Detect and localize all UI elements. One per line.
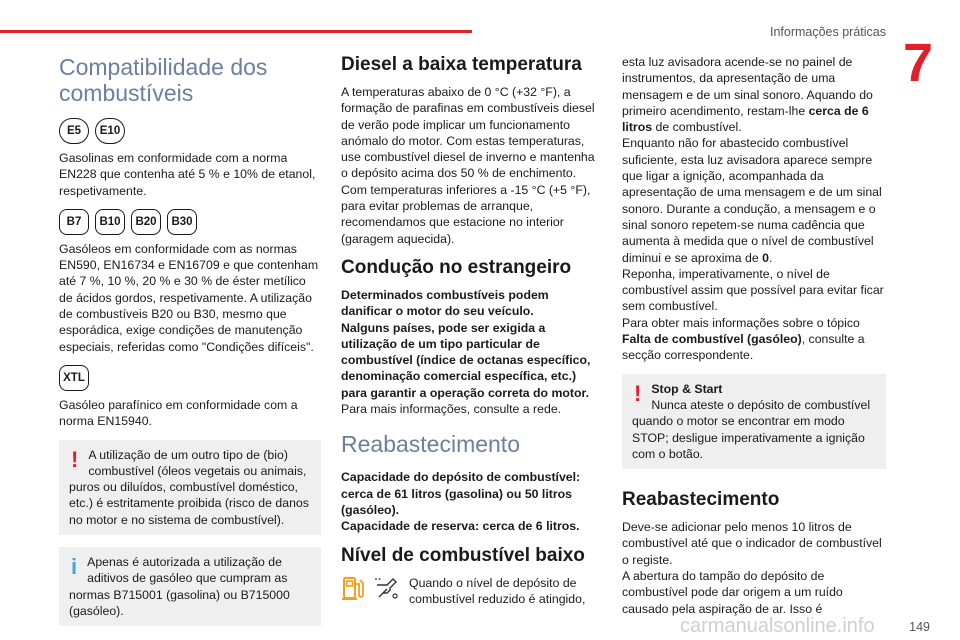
more-info-c: , consulte a secção correspondente. bbox=[622, 332, 865, 363]
heading-refuelling: Reabastecimento bbox=[622, 489, 780, 511]
info-icon: i bbox=[71, 554, 78, 580]
xtl-fuel-badge: XTL bbox=[59, 365, 89, 391]
petrol-badges bbox=[59, 118, 321, 144]
b7-fuel-badge: B7 bbox=[59, 209, 89, 235]
refuel-cadence-c: . bbox=[768, 250, 773, 265]
diesel-badges bbox=[59, 209, 321, 235]
column-1 bbox=[59, 54, 321, 638]
refuelling-text-2: A abertura do tampão do depósito de combustível pode dar origem a um ruído causado pela aspiração de ar. Isso é bbox=[622, 569, 843, 616]
xtl-text: Gasóleo parafínico em conformidade com a norma EN15940. bbox=[59, 397, 298, 429]
heading-low-fuel: Nível de combustível baixo bbox=[341, 544, 585, 566]
petrol-text: Gasolinas em conformidade com a norma EN228 que contenha até 5 % e 10% de etanol, respetivamente. bbox=[59, 151, 316, 198]
refuel-cadence-b: 0 bbox=[762, 250, 769, 265]
diesel-low-temp-text-1 bbox=[341, 84, 603, 182]
warning-light-text-c: de combustível. bbox=[652, 120, 742, 135]
header-accent-bar bbox=[0, 30, 472, 33]
heading-driving-abroad: Condução no estrangeiro bbox=[341, 256, 572, 278]
column-2 bbox=[341, 54, 603, 607]
warning-light-text-b: cerca de 6 litros bbox=[622, 103, 869, 135]
driving-abroad-text bbox=[341, 287, 603, 417]
section-header: Informações práticas bbox=[769, 25, 886, 39]
stop-start-warning-box bbox=[622, 374, 886, 469]
refuelling-text bbox=[622, 519, 886, 617]
page-number: 149 bbox=[909, 620, 930, 634]
diesel-low-temp-text-2: Com temperaturas inferiores a -15 °C (+5 °F), para evitar problemas de arranque, recomendamos que estacione no interior (garagem aquecida). bbox=[341, 182, 591, 246]
warning-box bbox=[59, 440, 321, 535]
low-fuel-row bbox=[341, 575, 603, 608]
more-info-b: Falta de combustível (gasóleo) bbox=[622, 332, 802, 347]
fuel-nozzle-icon bbox=[373, 575, 401, 603]
warning-exclamation-icon: ! bbox=[634, 380, 642, 406]
column-3 bbox=[622, 54, 886, 627]
info-box bbox=[59, 547, 321, 626]
low-fuel-icons bbox=[341, 575, 401, 608]
chapter-number: 7 bbox=[903, 33, 934, 93]
driving-abroad-bold-2: Nalguns países, pode ser exigida a utilização de um tipo particular de combustível (índice de octanas específico, denominação comercial específica, etc.) para garantir a operação correta do motor. bbox=[341, 320, 591, 400]
b30-fuel-badge: B30 bbox=[167, 209, 197, 235]
warning-light-text-a: esta luz avisadora acende-se no painel de instrumentos, da apresentação de uma mensagem e de um sinal sonoro. Aquando do primeiro acendimento, restam-lhe bbox=[622, 55, 873, 118]
diesel-low-temp-text-1-content: A temperaturas abaixo de 0 °C (+32 °F), a formação de parafinas em combustíveis diesel de verão pode implicar um funcionamento anómalo do motor. Com estas temperaturas, use combustível diesel de inverno e mantenha o depósito acima dos 50 % de enchimento. bbox=[341, 85, 595, 181]
heading-fuel-compat: Compatibilidade dos combustíveis bbox=[59, 54, 268, 106]
reset-level-text: Reponha, imperativamente, o nível de combustível assim que possível para evitar ficar sem combustível. bbox=[622, 266, 884, 314]
reserve-capacity: Capacidade de reserva: cerca de 6 litros. bbox=[341, 519, 580, 534]
b10-fuel-badge: B10 bbox=[95, 209, 125, 235]
warning-exclamation-icon: ! bbox=[71, 446, 79, 472]
stop-start-text: Nunca ateste o depósito de combustível quando o motor se encontrar em modo STOP; desligue imperativamente a ignição com o botão. bbox=[632, 397, 871, 461]
refuelling-text-1: Deve-se adicionar pelo menos 10 litros de combustível até que o indicador de combustível o registe. bbox=[622, 520, 882, 567]
more-info-a: Para obter mais informações sobre o tópico bbox=[622, 315, 860, 330]
tank-capacity: Capacidade do depósito de combustível: cerca de 61 litros (gasolina) ou 50 litros (gasóleo). bbox=[341, 470, 581, 517]
b20-fuel-badge: B20 bbox=[131, 209, 161, 235]
warning-light-text bbox=[622, 54, 886, 364]
heading-diesel-low-temp: Diesel a baixa temperatura bbox=[341, 54, 582, 75]
e5-fuel-badge: E5 bbox=[59, 118, 89, 144]
e10-fuel-badge: E10 bbox=[95, 118, 125, 144]
warning-text: A utilização de um outro tipo de (bio) combustível (óleos vegetais ou animais, puros ou diluídos, combustível doméstico, etc.) é estritamente proibida (risco de danos no motor e no sistema de combustível). bbox=[69, 447, 309, 527]
diesel-text: Gasóleos em conformidade com as normas EN590, EN16734 e EN16709 e que contenham até 7 %, 10 %, 20 % e 30 % de éster metílico de ácidos gordos, respetivamente. A utilização de combustíveis B20 ou B30, mesmo que esporádica, exige condições de manutenção especiais, referidas como "Condições difíceis". bbox=[59, 241, 319, 354]
info-text: Apenas é autorizada a utilização de aditivos de gasóleo que cumpram as normas B715001 (gasolina) ou B715000 (gasóleo). bbox=[69, 555, 290, 618]
capacity-text bbox=[341, 469, 603, 534]
driving-abroad-bold-1: Determinados combustíveis podem danificar o motor do seu veículo. bbox=[341, 287, 549, 319]
stop-start-title: Stop & Start bbox=[651, 381, 723, 396]
watermark: carmanualsonline.info bbox=[680, 615, 875, 637]
heading-refuelling-light: Reabastecimento bbox=[341, 431, 520, 458]
refuel-cadence-a: Enquanto não for abastecido combustível suficiente, esta luz avisadora aparece sempre que ligar a ignição, acompanhada da apresentação de uma mensagem e de um sinal sonoro. Durante a condução, a mensagem e o sinal sonoro repetem-se numa cadência que aumenta à medida que o nível de combustível diminui e se aproxima de bbox=[622, 136, 882, 265]
fuel-pump-warning-icon bbox=[341, 575, 367, 603]
low-fuel-text: Quando o nível de depósito de combustível reduzido é atingido, bbox=[409, 575, 586, 606]
driving-abroad-plain: Para mais informações, consulte a rede. bbox=[341, 402, 562, 417]
xtl-badges bbox=[59, 365, 321, 391]
